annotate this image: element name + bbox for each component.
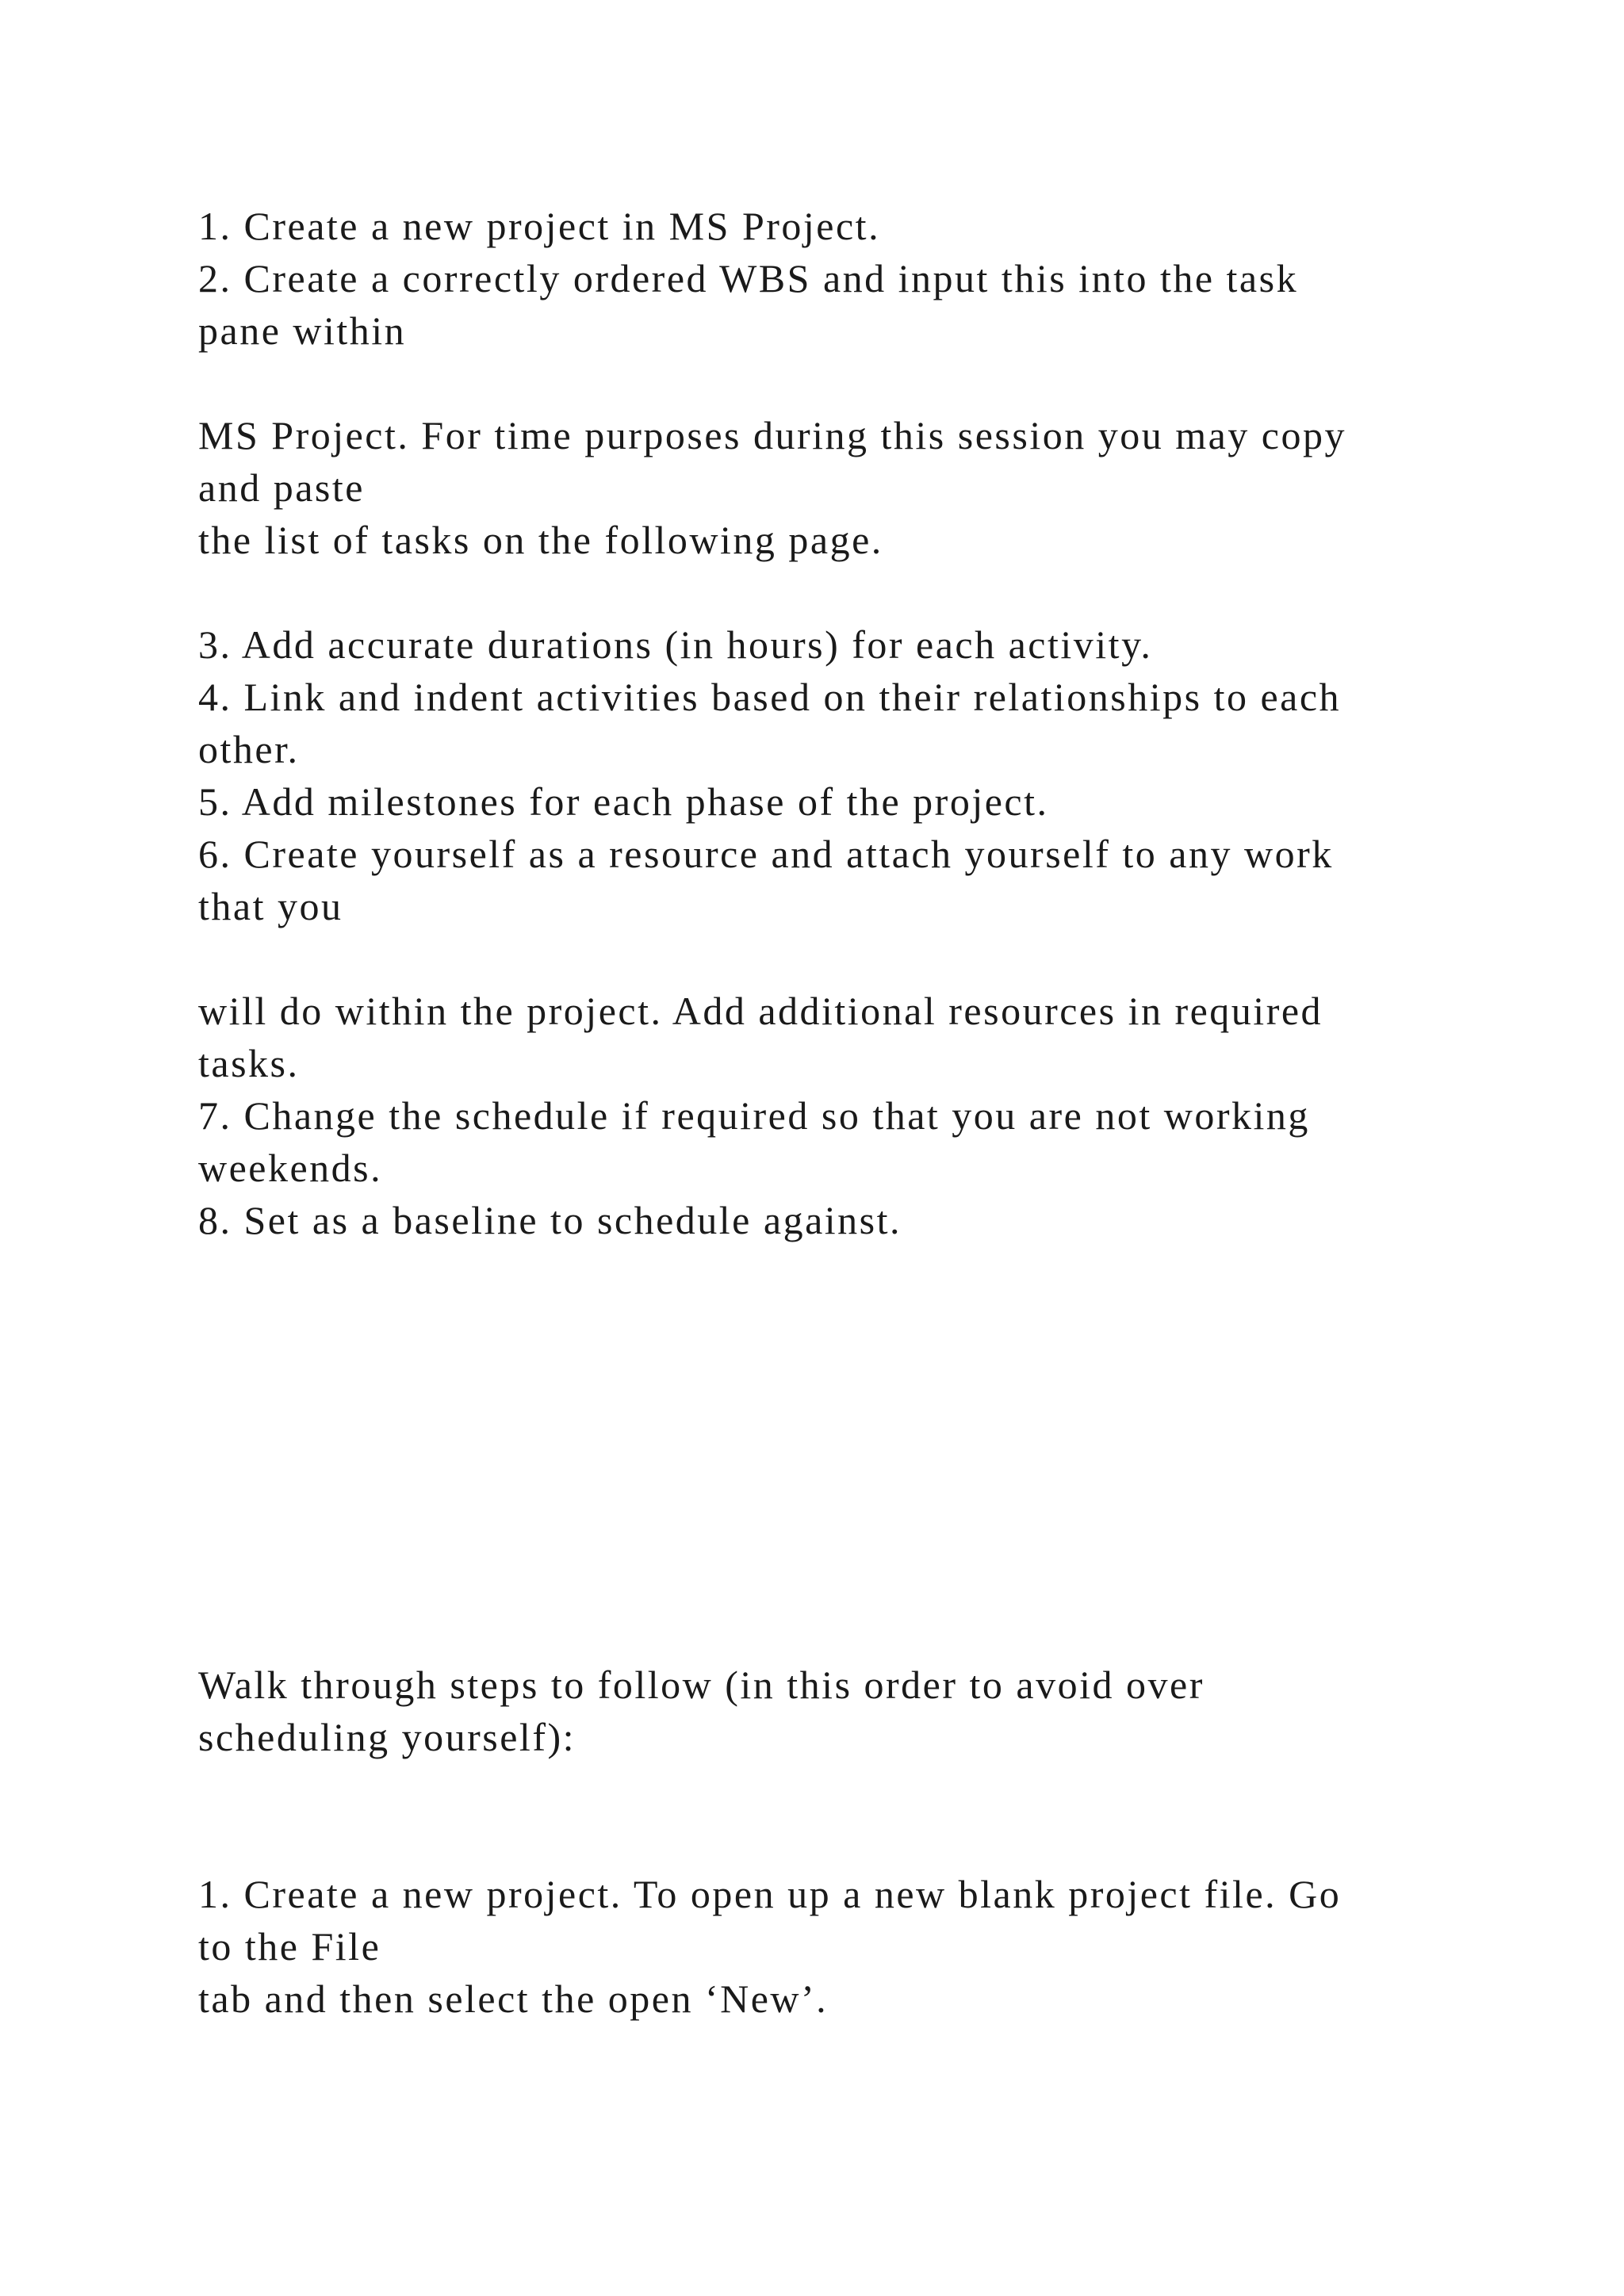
text-line: 4. Link and indent activities based on their relationships to each xyxy=(198,675,1342,719)
text-line: 7. Change the schedule if required so that you are not working xyxy=(198,1093,1310,1138)
text-line: tasks. xyxy=(198,1041,300,1085)
text-line: other. xyxy=(198,727,300,771)
text-line: 2. Create a correctly ordered WBS and input this into the task xyxy=(198,256,1299,300)
text-line: MS Project. For time purposes during this session you may copy xyxy=(198,413,1346,457)
text-line: 1. Create a new project. To open up a new blank project file. Go xyxy=(198,1872,1342,1916)
text-line: 6. Create yourself as a resource and attach yourself to any work xyxy=(198,832,1334,876)
text-line: 1. Create a new project in MS Project. xyxy=(198,204,881,248)
text-line: and paste xyxy=(198,465,365,510)
text-line: to the File xyxy=(198,1924,381,1969)
text-line: weekends. xyxy=(198,1146,383,1190)
text-line: pane within xyxy=(198,308,407,353)
text-line: that you xyxy=(198,884,343,928)
text-line: scheduling yourself): xyxy=(198,1715,576,1759)
text-line: tab and then select the open ‘New’. xyxy=(198,1976,829,2021)
text-line: 5. Add milestones for each phase of the project. xyxy=(198,779,1049,824)
text-line: Walk through steps to follow (in this order to avoid over xyxy=(198,1663,1205,1707)
text-line: 8. Set as a baseline to schedule against. xyxy=(198,1198,902,1242)
text-line: 3. Add accurate durations (in hours) for each activity. xyxy=(198,622,1153,667)
text-line: the list of tasks on the following page. xyxy=(198,518,883,562)
text-line: will do within the project. Add additional resources in required xyxy=(198,989,1323,1033)
